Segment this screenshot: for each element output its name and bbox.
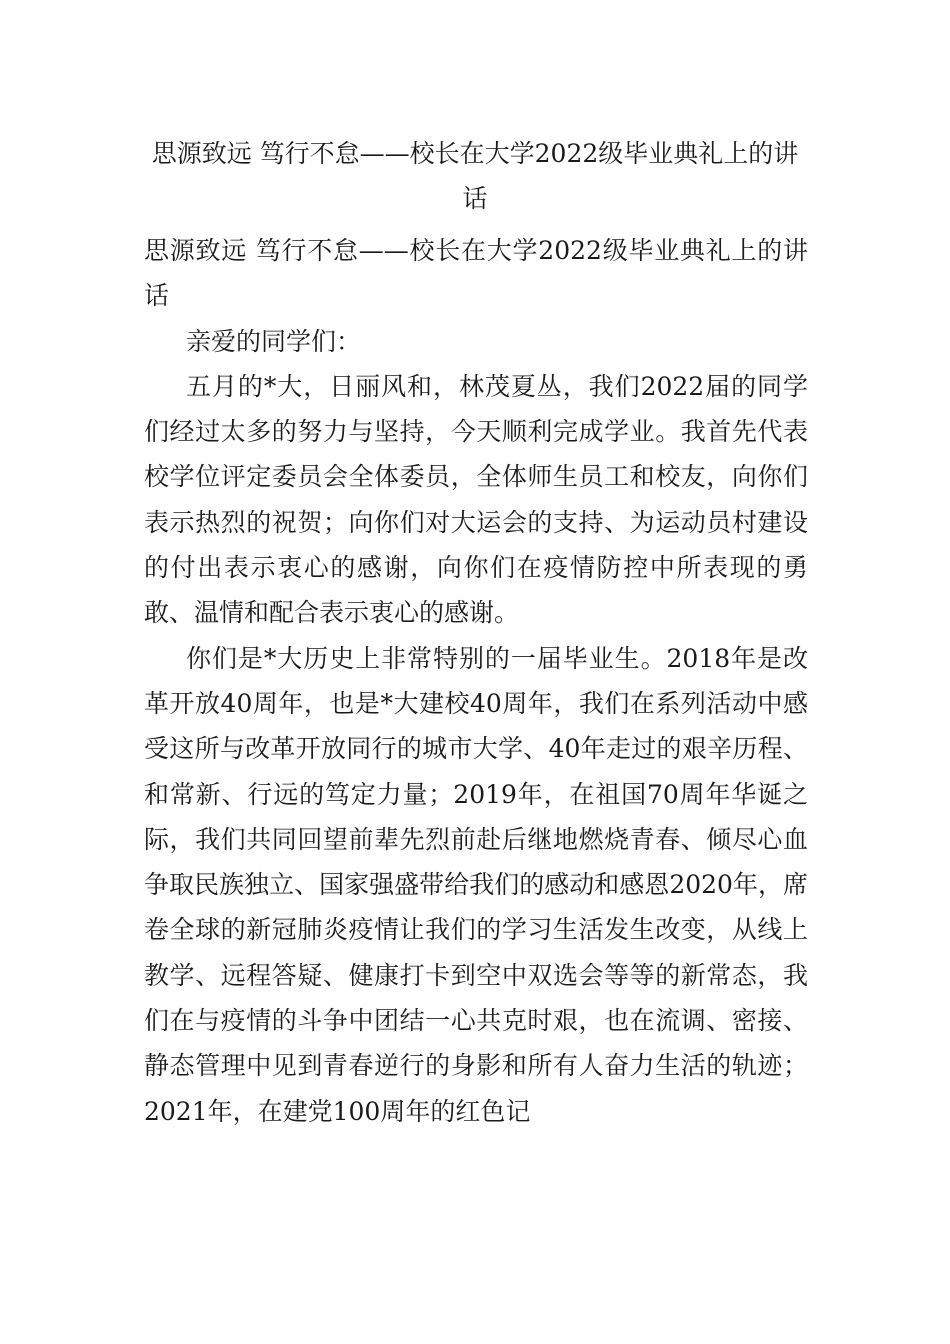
document-heading: 思源致远 笃行不怠——校长在大学2022级毕业典礼上的讲话 xyxy=(144,236,808,311)
document-title: 思源致远 笃行不怠——校长在大学2022级毕业典礼上的讲话 xyxy=(151,139,799,213)
document-body xyxy=(144,228,808,1134)
salutation: 亲爱的同学们： xyxy=(186,326,362,356)
body-paragraph-2: 你们是*大历史上非常特别的一届毕业生。2018年是改革开放40周年，也是*大建校40周年，我们在系列活动中感受这所与改革开放同行的城市大学、40年走过的艰辛历程、和常新、行远的笃定力量；2019年，在祖国70周年华诞之际，我们共同回望前辈先烈前赴后继地燃烧青春、倾尽心血争取民族独立、国家强盛带给我们的感动和感恩2020年，席卷全球的新冠肺炎疫情让我们的学习生活发生改变，从线上教学、远程答疑、健康打卡到空中双选会等等的新常态，我们在与疫情的斗争中团结一心共克时艰，也在流调、密接、静态管理中见到青春逆行的身影和所有人奋力生活的轨迹；2021年，在建党100周年的红色记 xyxy=(144,643,808,1126)
body-paragraph-1: 五月的*大，日丽风和，林茂夏丛，我们2022届的同学们经过太多的努力与坚持，今天顺利完成学业。我首先代表校学位评定委员会全体委员，全体师生员工和校友，向你们表示热烈的祝贺；向你们对大运会的支持、为运动员村建设的付出表示衷心的感谢，向你们在疫情防控中所表现的勇敢、温情和配合表示衷心的感谢。 xyxy=(144,371,808,628)
